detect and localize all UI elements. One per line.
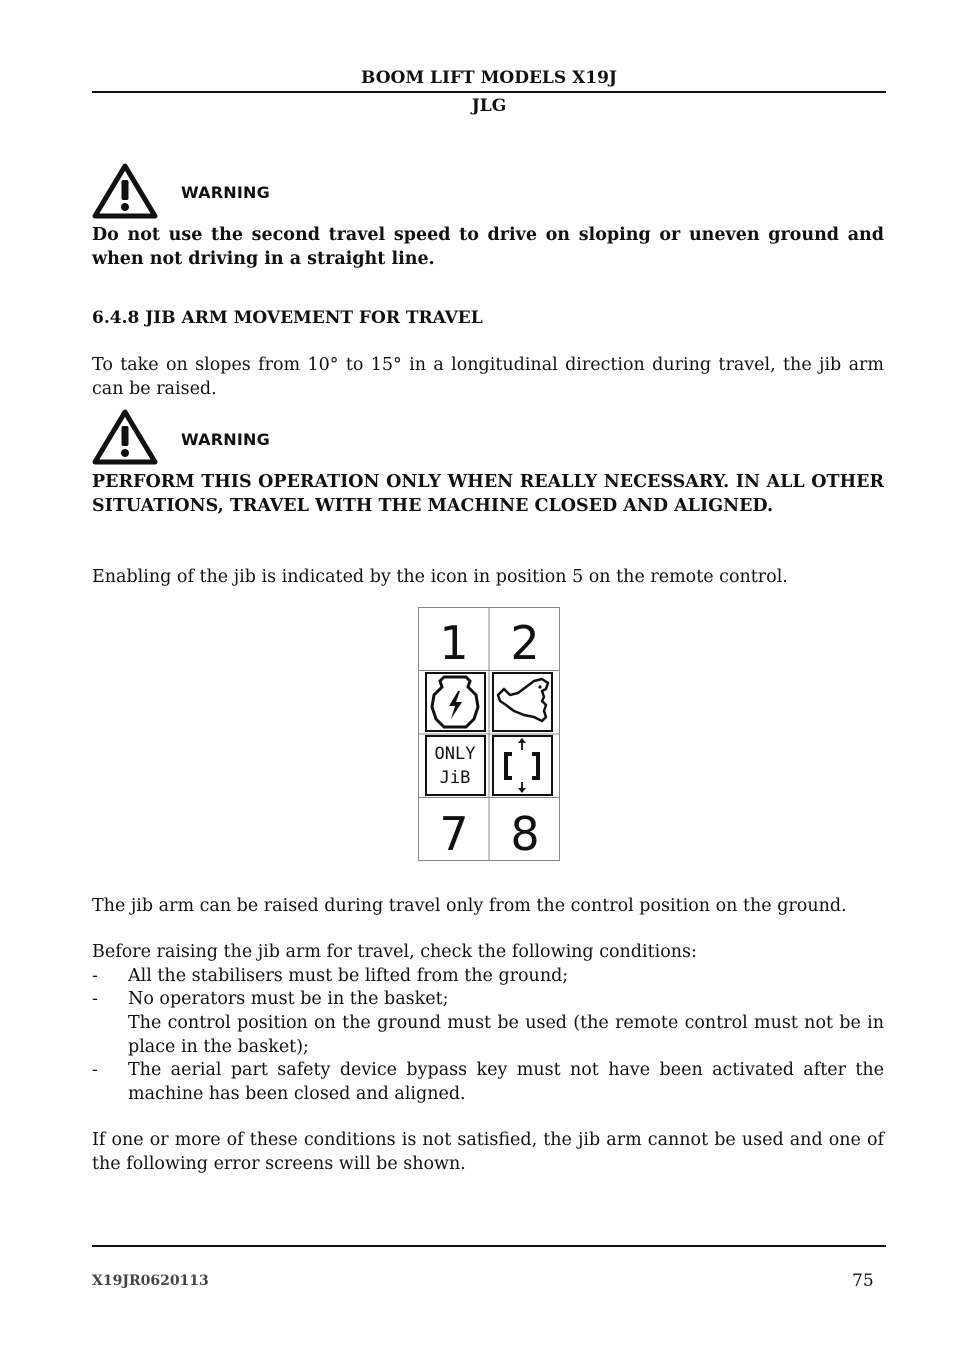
rabbit-icon — [493, 673, 552, 731]
header-rule — [92, 91, 886, 93]
section-heading: 6.4.8 JIB ARM MOVEMENT FOR TRAVEL — [92, 308, 483, 328]
warning-label: WARNING — [181, 430, 270, 449]
only-jib-line2: JiB — [439, 768, 471, 788]
remote-control-display — [418, 607, 560, 861]
list-dash: - — [92, 1060, 98, 1080]
section-intro: To take on slopes from 10° to 15° in a longitudinal direction during travel, the jib arm can be raised. — [92, 355, 884, 399]
warning-label: WARNING — [181, 183, 270, 202]
position-number: 8 — [510, 807, 540, 861]
position-number: 2 — [510, 616, 540, 670]
list-item: The aerial part safety device bypass key must not have been activated after the machine has been closed and aligned. — [128, 1060, 884, 1104]
document-code: X19JR0620113 — [92, 1273, 209, 1289]
warning-triangle-icon — [92, 409, 158, 465]
list-dash: - — [92, 966, 98, 986]
ground-text: The jib arm can be raised during travel only from the control position on the ground. — [92, 896, 847, 916]
warning-text: PERFORM THIS OPERATION ONLY WHEN REALLY NECESSARY. IN ALL OTHER SITUATIONS, TRAVEL WITH THE MACHINE CLOSED AND ALIGNED. — [92, 472, 884, 516]
footer-rule — [92, 1245, 886, 1247]
page-number: 75 — [852, 1271, 874, 1291]
warning-triangle-icon — [92, 163, 158, 219]
header-title: BOOM LIFT MODELS X19J — [361, 68, 617, 88]
position-number: 1 — [439, 616, 469, 670]
engine-lightning-icon — [426, 673, 485, 731]
position-number: 7 — [439, 807, 469, 861]
enabling-text: Enabling of the jib is indicated by the icon in position 5 on the remote control. — [92, 567, 788, 587]
list-dash: - — [92, 989, 98, 1009]
only-jib-line1: ONLY — [434, 744, 476, 764]
conditions-intro: Before raising the jib arm for travel, check the following conditions: — [92, 942, 697, 962]
closing-text: If one or more of these conditions is not satisfied, the jib arm cannot be used and one of the following error screens will be shown. — [92, 1130, 884, 1174]
list-item: All the stabilisers must be lifted from the ground; — [128, 966, 569, 986]
only-jib-icon — [426, 736, 485, 795]
list-item: No operators must be in the basket; — [128, 989, 449, 1009]
warning-text: Do not use the second travel speed to drive on sloping or uneven ground and when not driving in a straight line. — [92, 225, 884, 269]
jib-up-down-icon — [493, 736, 552, 795]
header-subtitle: JLG — [471, 96, 507, 116]
list-item-continuation: The control position on the ground must be used (the remote control must not be in place in the basket); — [128, 1013, 884, 1057]
